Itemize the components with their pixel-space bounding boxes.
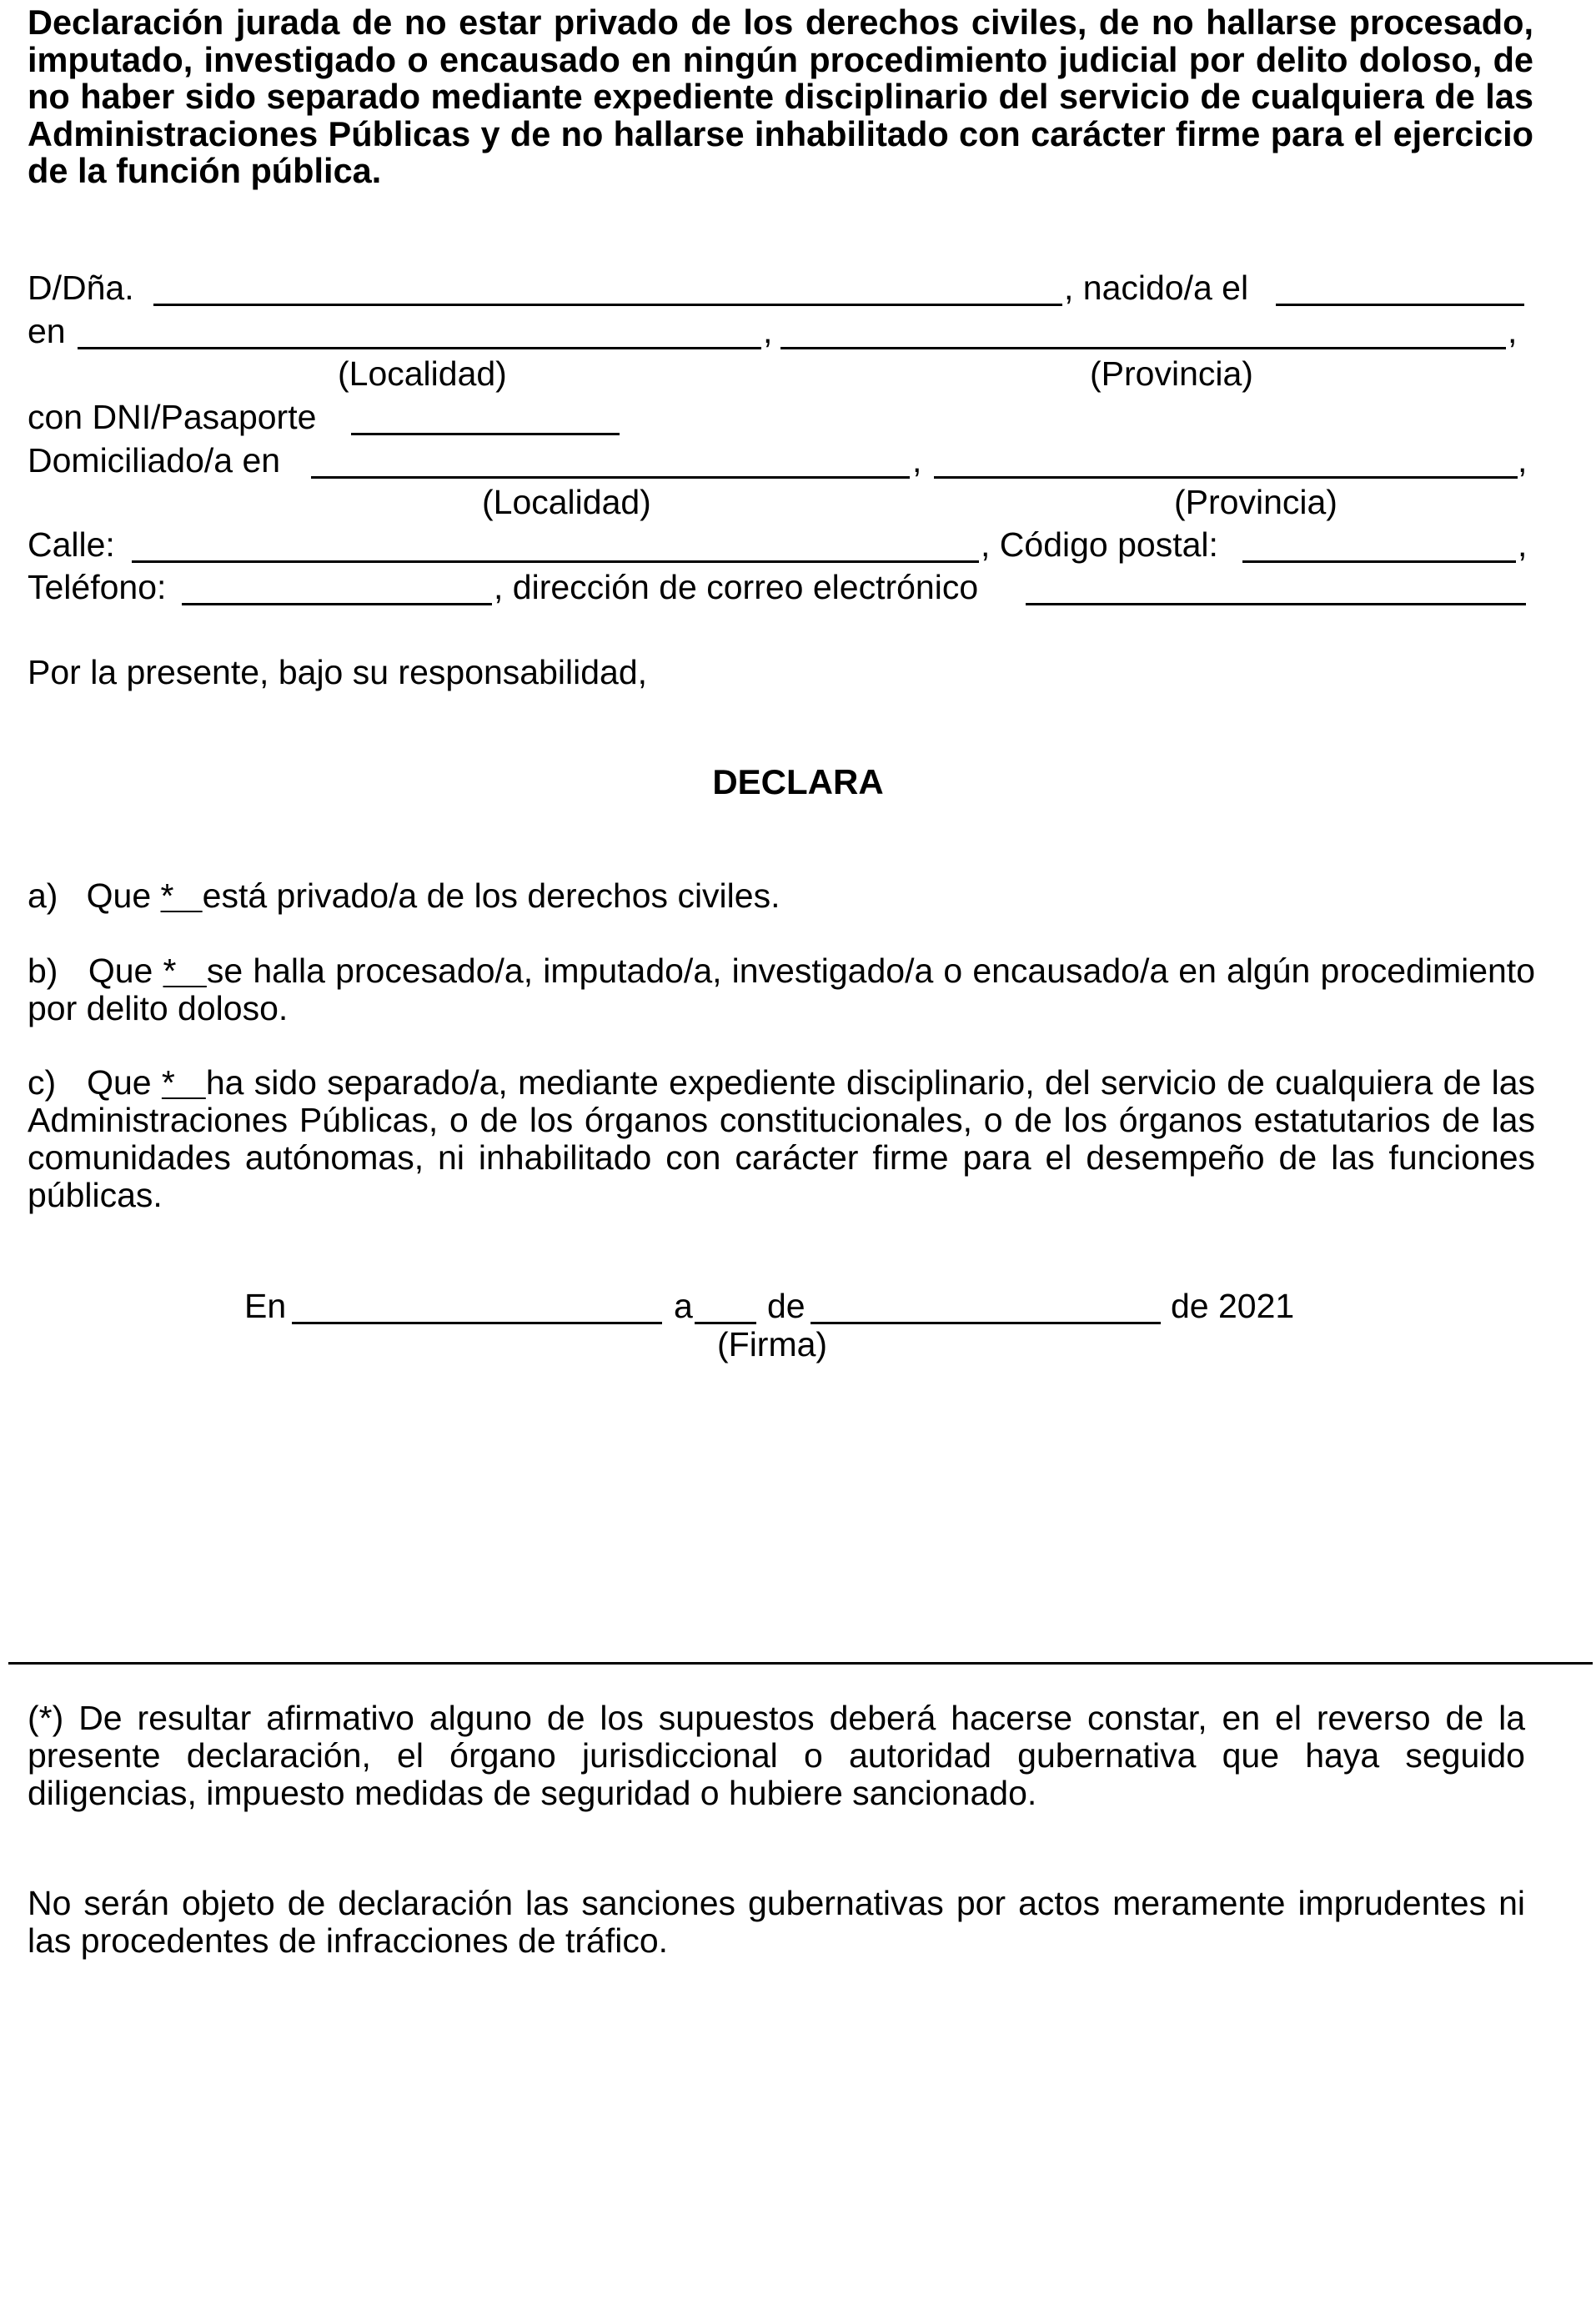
- comma-1: ,: [763, 312, 773, 350]
- domicile-locality-field[interactable]: [311, 476, 910, 479]
- comma-4: ,: [1518, 441, 1528, 480]
- item-a-prefix: a) Que: [28, 876, 161, 915]
- name-label: D/Dña.: [28, 269, 134, 307]
- item-b-mark[interactable]: *: [163, 952, 207, 990]
- birthplace-label: en: [28, 312, 66, 350]
- signature-month-field[interactable]: [811, 1322, 1161, 1324]
- email-label: , dirección de correo electrónico: [494, 568, 979, 606]
- signature-place-field[interactable]: [292, 1322, 662, 1324]
- birth-locality-hint: (Localidad): [338, 354, 507, 393]
- street-field[interactable]: [132, 560, 979, 563]
- declaration-item-c: [28, 1064, 1535, 1214]
- footnote-2: No serán objeto de declaración las sanciones gubernativas por actos meramente imprudentes ni las procedentes de infracciones de tráfico.: [28, 1884, 1525, 1960]
- domicile-label: Domiciliado/a en: [28, 441, 281, 480]
- postal-label: , Código postal:: [981, 525, 1218, 564]
- born-label: , nacido/a el: [1064, 269, 1249, 307]
- item-c-text: ha sido separado/a, mediante expediente disciplinario, del servicio de cualquiera de las Administraciones Públicas, o de los órganos constitucionales, o de los órganos estatutarios de las comunidades autónomas, ni inhabilitado con carácter firme para el desempeño de las funciones públicas.: [28, 1063, 1535, 1214]
- street-label: Calle:: [28, 525, 115, 564]
- phone-label: Teléfono:: [28, 568, 167, 606]
- item-b-prefix: b) Que: [28, 952, 163, 990]
- comma-5: ,: [1518, 525, 1528, 564]
- phone-field[interactable]: [182, 603, 492, 605]
- dni-field[interactable]: [351, 433, 620, 435]
- item-c-mark[interactable]: *: [161, 1063, 206, 1102]
- birth-locality-field[interactable]: [78, 347, 761, 349]
- domicile-locality-hint: (Localidad): [482, 483, 651, 521]
- signature-de-label: de: [767, 1287, 806, 1325]
- signature-a-label: a: [674, 1287, 693, 1325]
- signature-firma-label: (Firma): [717, 1325, 828, 1363]
- footnote-1: (*) De resultar afirmativo alguno de los supuestos deberá hacerse constar, en el reverso de la presente declaración, el órgano jurisdiccional o autoridad gubernativa que haya seguido diligencias, impuesto medidas de seguridad o hubiere sancionado.: [28, 1699, 1525, 1812]
- comma-3: ,: [912, 441, 922, 480]
- signature-year-label: de 2021: [1171, 1287, 1295, 1325]
- item-c-prefix: c) Que: [28, 1063, 162, 1102]
- signature-day-field[interactable]: [695, 1322, 756, 1324]
- dni-label: con DNI/Pasaporte: [28, 398, 317, 436]
- domicile-province-hint: (Provincia): [1174, 483, 1338, 521]
- declara-heading: DECLARA: [712, 762, 884, 801]
- name-field[interactable]: [153, 304, 1062, 306]
- birth-date-field[interactable]: [1276, 304, 1524, 306]
- email-field[interactable]: [1026, 603, 1526, 605]
- domicile-province-field[interactable]: [934, 476, 1518, 479]
- item-a-mark[interactable]: *: [160, 876, 203, 915]
- document-title: Declaración jurada de no estar privado de los derechos civiles, de no hallarse procesado, imputado, investigado o encausado en ningún procedimiento judicial por delito doloso, de no haber sido separado mediante expediente disciplinario del servicio de cualquiera de las Administraciones Públicas y de no hallarse inhabilitado con carácter firme para el ejercicio de la función pública.: [28, 3, 1533, 190]
- statement-intro: Por la presente, bajo su responsabilidad,: [28, 653, 648, 691]
- birth-province-field[interactable]: [780, 347, 1506, 349]
- signature-en-label: En: [244, 1287, 287, 1325]
- birth-province-hint: (Provincia): [1090, 354, 1253, 393]
- footnote-divider: [8, 1662, 1593, 1665]
- item-a-text: está privado/a de los derechos civiles.: [202, 876, 780, 915]
- item-b-text: se halla procesado/a, imputado/a, investigado/a o encausado/a en algún procedimiento por delito doloso.: [28, 952, 1535, 1027]
- declaration-item-a: [28, 877, 1535, 915]
- comma-2: ,: [1508, 312, 1518, 350]
- declaration-item-b: [28, 952, 1535, 1027]
- postal-code-field[interactable]: [1242, 560, 1516, 563]
